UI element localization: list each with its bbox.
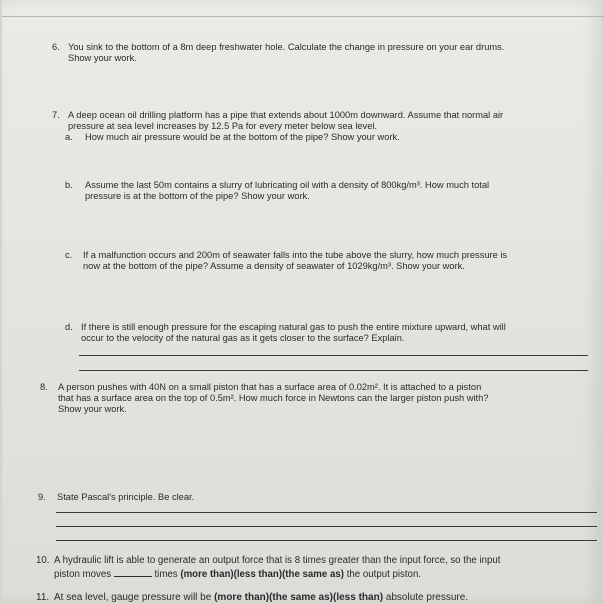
question-text: Show your work. [68,53,137,64]
worksheet-page [2,0,602,604]
question-text: If there is still enough pressure for the escaping natural gas to push the entire mixture upward, what will [81,322,506,332]
question-text: State Pascal's principle. Be clear. [57,492,195,502]
fill-in-blank[interactable] [114,567,152,577]
question-text: pressure at sea level increases by 12.5 Pa for every meter below sea level. [68,121,378,132]
part-label: d. [65,322,73,332]
part-label: b. [65,180,73,190]
question-text: If a malfunction occurs and 200m of seawater falls into the tube above the slurry, how much pressure is [83,250,508,260]
question-number: 9. [38,492,46,502]
part-label: a. [65,132,73,142]
question-text: now at the bottom of the pipe? Assume a density of seawater of 1029kg/m³. Show your work. [83,261,465,272]
question-number: 10. [36,555,50,566]
question-text: Show your work. [58,404,127,415]
question-text: A deep ocean oil drilling platform has a pipe that extends about 1000m downward. Assume that normal air [68,110,504,120]
answer-line[interactable] [79,355,588,356]
question-text: A person pushes with 40N on a small piston that has a surface area of 0.02m². It is attached to a piston [58,382,482,392]
question-number: 7. [52,110,60,120]
question-text: that has a surface area on the top of 0.5m². How much force in Newtons can the larger piston push with? [58,393,489,404]
answer-line[interactable] [56,540,597,541]
question-text: piston moves [54,568,112,580]
answer-line[interactable] [79,370,588,371]
question-text: Assume the last 50m contains a slurry of lubricating oil with a density of 800kg/m³. How much total [85,180,490,190]
top-edge-line [2,16,604,17]
answer-choices[interactable]: (more than)(less than)(the same as) [180,568,344,580]
question-text: A hydraulic lift is able to generate an output force that is 8 times greater than the input force, so the input [54,555,501,566]
question-text: pressure is at the bottom of the pipe? Show your work. [85,191,310,202]
answer-line[interactable] [56,512,597,513]
question-number: 11. [36,592,50,603]
answer-line[interactable] [56,526,597,527]
question-text: absolute pressure. [385,592,469,603]
question-number: 8. [40,382,48,392]
answer-choices[interactable]: (more than)(the same as)(less than) [214,592,384,603]
question-text: the output piston. [346,568,422,580]
question-number: 6. [52,42,60,52]
question-text: You sink to the bottom of a 8m deep freshwater hole. Calculate the change in pressure on your ear drums. [68,42,505,52]
question-text: At sea level, gauge pressure will be [54,592,212,603]
question-text: occur to the velocity of the natural gas as it gets closer to the surface? Explain. [81,333,405,344]
question-text: How much air pressure would be at the bottom of the pipe? Show your work. [85,132,400,142]
part-label: c. [65,250,73,260]
question-text: times [154,568,178,580]
